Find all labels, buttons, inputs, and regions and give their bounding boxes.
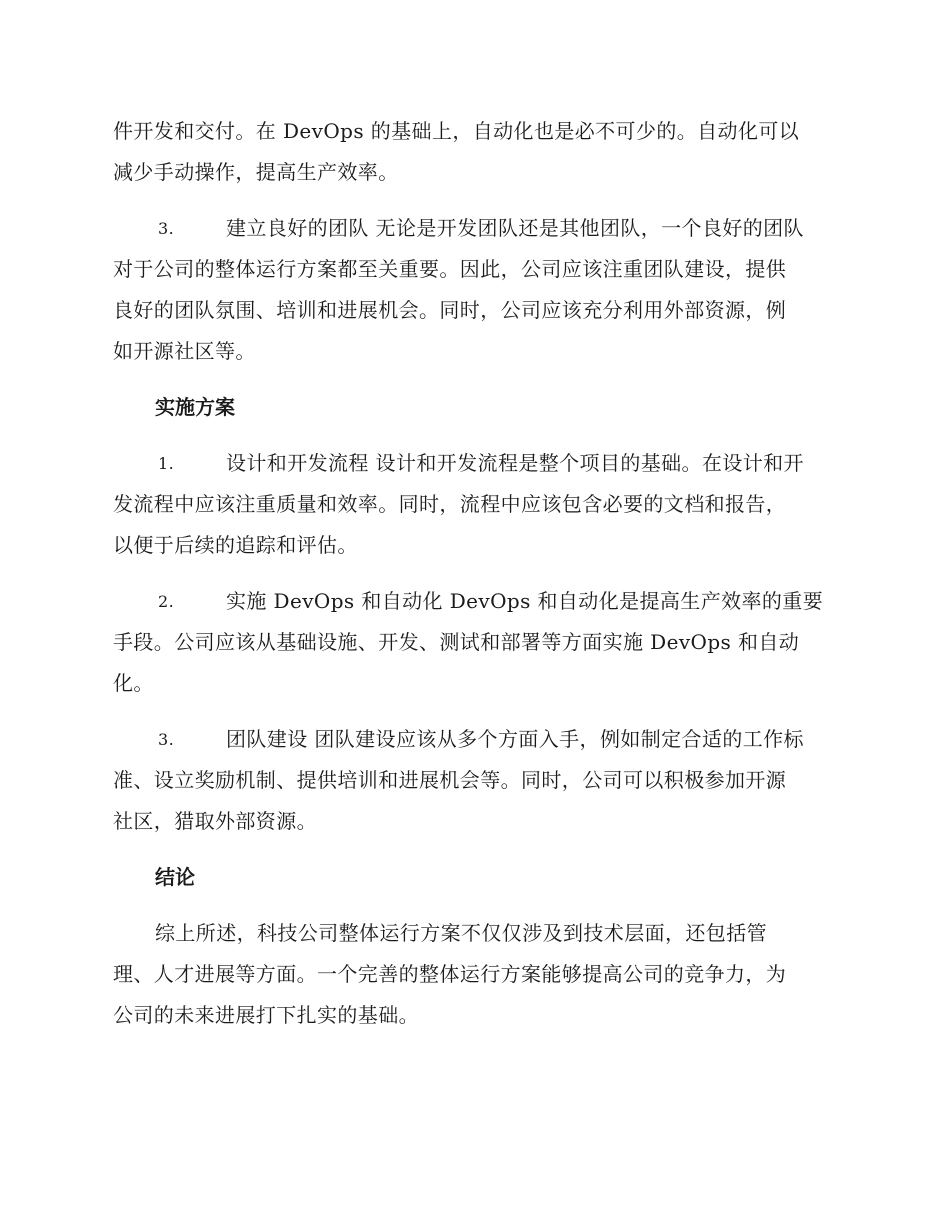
- text-line: 设计和开发流程 设计和开发流程是整个项目的基础。在设计和开: [226, 451, 804, 475]
- text-line: 准、设立奖励机制、提供培训和进展机会等。同时，公司可以积极参加开源: [113, 768, 787, 792]
- list-number: 1.: [158, 454, 175, 473]
- section-heading-conclusion: 结论: [155, 865, 195, 889]
- list-item-team: [113, 208, 840, 372]
- section-heading-implementation: 实施方案: [155, 395, 235, 419]
- text-line: 化。: [113, 671, 154, 695]
- text-line: 发流程中应该注重质量和效率。同时，流程中应该包含必要的文档和报告，: [113, 492, 787, 516]
- text-line: 实施 DevOps 和自动化 DevOps 和自动化是提高生产效率的重要: [226, 589, 824, 613]
- paragraph-conclusion: [113, 913, 840, 1036]
- text-line: 理、人才进展等方面。一个完善的整体运行方案能够提高公司的竞争力，为: [113, 962, 787, 986]
- list-number: 3.: [158, 219, 175, 238]
- text-line: 综上所述，科技公司整体运行方案不仅仅涉及到技术层面，还包括管: [155, 921, 767, 945]
- text-line: 公司的未来进展打下扎实的基础。: [113, 1003, 419, 1027]
- text-line: 对于公司的整体运行方案都至关重要。因此，公司应该注重团队建设，提供: [113, 257, 787, 281]
- text-line: 建立良好的团队 无论是开发团队还是其他团队，一个良好的团队: [226, 216, 804, 240]
- paragraph-devops-continued: [113, 111, 840, 193]
- text-line: 团队建设 团队建设应该从多个方面入手，例如制定合适的工作标: [226, 727, 804, 751]
- list-number: 3.: [158, 730, 175, 749]
- list-item-design-process: [113, 443, 840, 566]
- list-item-devops-automation: [113, 581, 840, 704]
- text-line: 社区，猎取外部资源。: [113, 809, 317, 833]
- list-item-team-building: [113, 719, 840, 842]
- text-line: 件开发和交付。在 DevOps 的基础上，自动化也是必不可少的。自动化可以: [113, 119, 800, 143]
- list-number: 2.: [158, 592, 175, 611]
- text-line: 以便于后续的追踪和评估。: [113, 533, 358, 557]
- text-line: 减少手动操作，提高生产效率。: [113, 160, 399, 184]
- text-line: 良好的团队氛围、培训和进展机会。同时，公司应该充分利用外部资源，例: [113, 298, 787, 322]
- text-line: 如开源社区等。: [113, 339, 256, 363]
- text-line: 手段。公司应该从基础设施、开发、测试和部署等方面实施 DevOps 和自动: [113, 630, 800, 654]
